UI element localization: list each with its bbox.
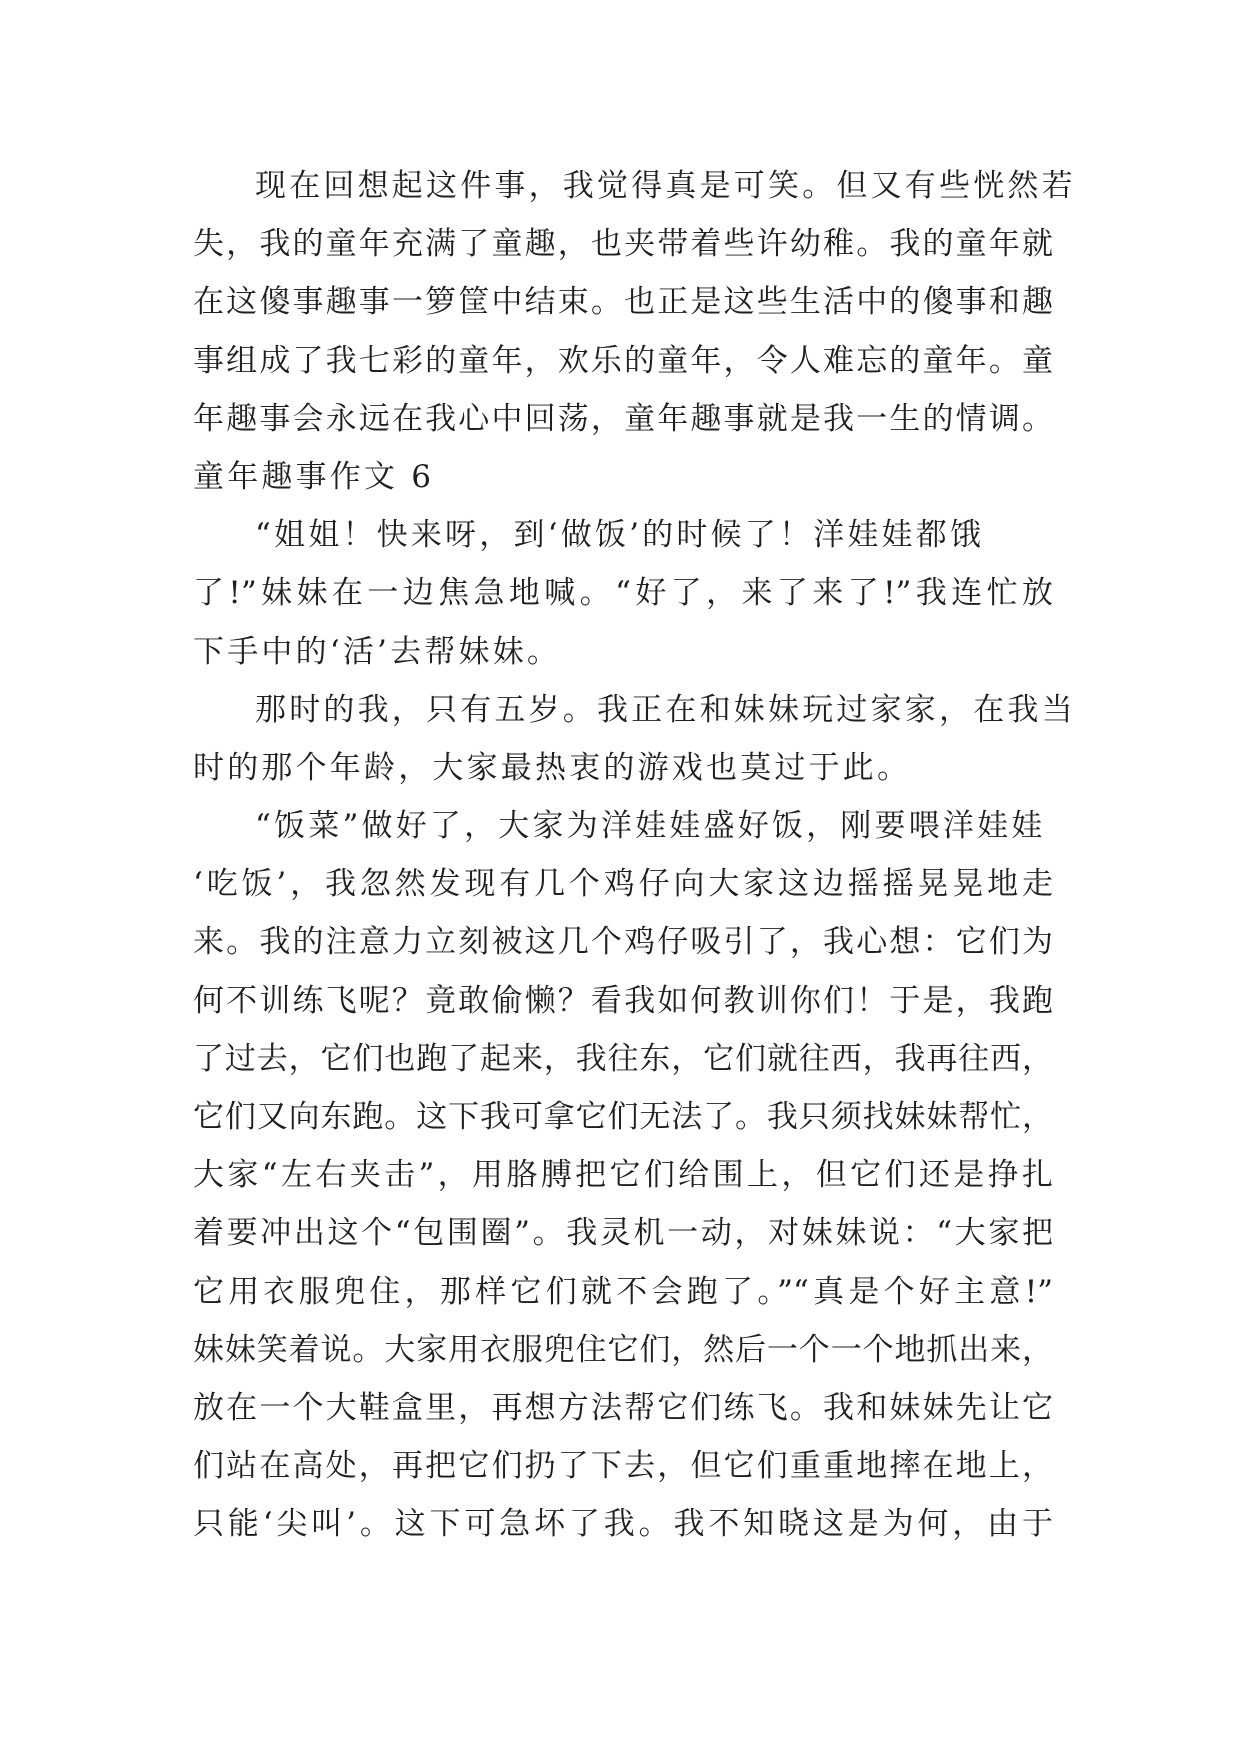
text-line: 它用衣服兜住，那样它们就不会跑了。”“真是个好主意!” (193, 1273, 1053, 1310)
text-line: “姐姐！快来呀，到‘做饭’的时候了！洋娃娃都饿 (255, 517, 985, 554)
essay-body (193, 157, 1076, 1554)
text-line: ‘吃饭’，我忽然发现有几个鸡仔向大家这边摇摇晃晃地走 (193, 866, 1053, 903)
text-line: 何不训练飞呢？竟敢偷懒？看我如何教训你们！于是，我跑 (193, 982, 1053, 1019)
text-line: 在这傻事趣事一箩筐中结束。也正是这些生活中的傻事和趣 (193, 284, 1053, 321)
text-line: 们站在高处，再把它们扔了下去，但它们重重地摔在地上， (193, 1448, 1053, 1485)
text-line: 下手中的‘活’去帮妹妹。 (193, 633, 562, 670)
section-heading: 童年趣事作文 6 (193, 458, 435, 495)
text-line: 大家“左右夹击”，用胳膊把它们给围上，但它们还是挣扎 (193, 1157, 1053, 1194)
text-line: 来。我的注意力立刻被这几个鸡仔吸引了，我心想：它们为 (193, 924, 1053, 961)
text-line: 时的那个年龄，大家最热衷的游戏也莫过于此。 (193, 749, 912, 786)
text-line: 妹妹笑着说。大家用衣服兜住它们，然后一个一个地抓出来， (193, 1331, 1053, 1368)
text-line: 了!”妹妹在一边焦急地喊。“好了，来了来了!”我连忙放 (193, 575, 1053, 612)
text-line: 那时的我，只有五岁。我正在和妹妹玩过家家，在我当 (255, 691, 1076, 728)
text-line: 放在一个大鞋盒里，再想方法帮它们练飞。我和妹妹先让它 (193, 1389, 1053, 1426)
text-line: 失，我的童年充满了童趣，也夹带着些许幼稚。我的童年就 (193, 226, 1053, 263)
text-line: 事组成了我七彩的童年，欢乐的童年，令人难忘的童年。童 (193, 342, 1053, 379)
text-line: “饭菜”做好了，大家为洋娃娃盛好饭，刚要喂洋娃娃 (255, 808, 1046, 845)
text-line: 着要冲出这个“包围圈”。我灵机一动，对妹妹说：“大家把 (193, 1215, 1053, 1252)
text-line: 年趣事会永远在我心中回荡，童年趣事就是我一生的情调。 (193, 400, 1053, 437)
text-line: 只能‘尖叫’。这下可急坏了我。我不知晓这是为何，由于 (193, 1506, 1053, 1543)
text-line: 它们又向东跑。这下我可拿它们无法了。我只须找妹妹帮忙， (193, 1099, 1053, 1135)
text-line: 现在回想起这件事，我觉得真是可笑。但又有些恍然若 (255, 168, 1076, 204)
text-line: 了过去，它们也跑了起来，我往东，它们就往西，我再往西， (193, 1040, 1053, 1077)
